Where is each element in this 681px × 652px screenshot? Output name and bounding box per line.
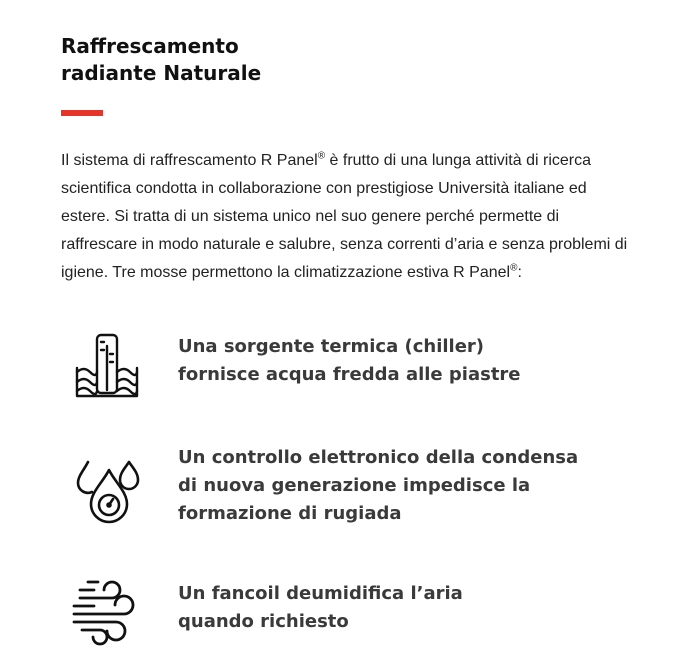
- feature-line: Un controllo elettronico della condensa: [178, 447, 579, 468]
- page-title: [61, 33, 261, 87]
- feature-line: Una sorgente termica (chiller): [178, 336, 485, 357]
- accent-divider: [61, 110, 103, 116]
- feature-item-condensation-control: [72, 447, 579, 528]
- registered-mark: ®: [510, 262, 518, 274]
- feature-item-chiller: [72, 332, 521, 402]
- feature-item-fancoil: [72, 578, 463, 648]
- intro-text-3: :: [517, 264, 522, 281]
- feature-line: di nuova generazione impedisce la: [178, 475, 531, 496]
- feature-text: [178, 444, 578, 528]
- registered-mark: ®: [317, 150, 326, 162]
- feature-line: Un fancoil deumidifica l’aria: [178, 583, 463, 604]
- feature-text: [178, 580, 463, 636]
- wind-icon: [72, 578, 142, 648]
- feature-line: formazione di rugiada: [178, 503, 402, 524]
- title-line-1: Raffrescamento: [61, 34, 239, 58]
- intro-paragraph: [61, 147, 636, 287]
- water-drops-gauge-icon: [72, 458, 142, 528]
- feature-text: [178, 333, 521, 389]
- intro-text-2: è frutto di una lunga attività di ricerca scientifica condotta in collaborazione con prestigiose Università italiane ed estere. Si tratta di un sistema unico nel suo genere perché permette di raffrescare in modo naturale e salubre, senza correnti d’aria e senza problemi di igiene. Tre mosse permettono la climatizzazione estiva R Panel: [61, 152, 628, 281]
- thermometer-water-icon: [72, 332, 142, 402]
- intro-text-1: Il sistema di raffrescamento R Panel: [61, 152, 318, 169]
- feature-line: fornisce acqua fredda alle piastre: [178, 364, 521, 385]
- title-line-2: radiante Naturale: [61, 61, 262, 85]
- feature-line: quando richiesto: [178, 611, 349, 632]
